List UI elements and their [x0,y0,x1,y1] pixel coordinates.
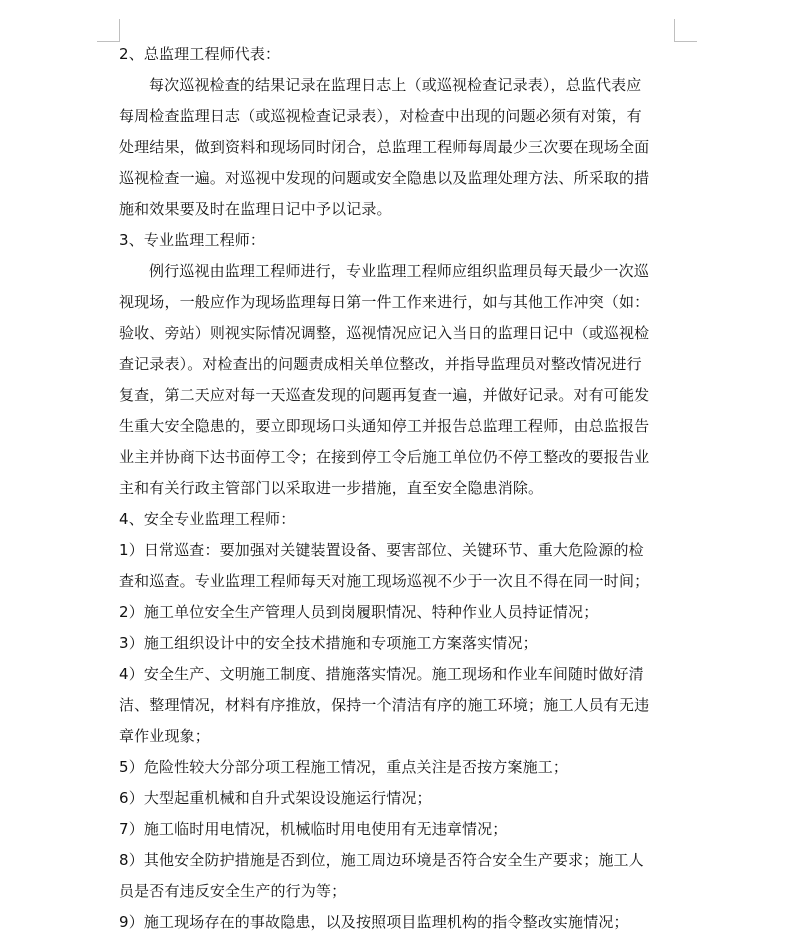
paragraph-line: 验收、旁站）则视实际情况调整，巡视情况应记入当日的监理日记中（或巡视检 [119,324,650,342]
document-body [119,39,679,938]
section-heading: 2、总监理工程师代表： [119,45,281,63]
list-item-line: 3）施工组织设计中的安全技术措施和专项施工方案落实情况； [119,634,538,652]
paragraph-line: 巡视检查一遍。对巡视中发现的问题或安全隐患以及监理处理方法、所采取的措 [119,169,650,187]
paragraph-line: 主和有关行政主管部门以采取进一步措施，直至安全隐患消除。 [119,479,544,497]
paragraph-line: 业主并协商下达书面停工令；在接到停工令后施工单位仍不停工整改的要报告业 [119,448,650,466]
paragraph-line: 施和效果要及时在监理日记中予以记录。 [119,200,392,218]
section-heading: 3、专业监理工程师： [119,231,266,249]
paragraph-line: 视现场，一般应作为现场监理每日第一件工作来进行，如与其他工作冲突（如： [119,293,650,311]
list-item-line: 2）施工单位安全生产管理人员到岗履职情况、特种作业人员持证情况； [119,603,599,621]
list-item-line: 4）安全生产、文明施工制度、措施落实情况。施工现场和作业车间随时做好清 [119,665,644,683]
page-corner-mark-top-left [97,19,120,42]
list-item-line: 6）大型起重机械和自升式架设设施运行情况； [119,789,432,807]
list-item-line: 员是否有违反安全生产的行为等； [119,882,347,900]
list-item-line: 洁、整理情况，材料有序推放，保持一个清洁有序的施工环境；施工人员有无违 [119,696,650,714]
section-heading: 4、安全专业监理工程师： [119,510,296,528]
list-item-line: 5）危险性较大分部分项工程施工情况，重点关注是否按方案施工； [119,758,569,776]
list-item-line: 9）施工现场存在的事故隐患，以及按照项目监理机构的指令整改实施情况； [119,913,629,931]
paragraph-line: 处理结果，做到资料和现场同时闭合，总监理工程师每周最少三次要在现场全面 [119,138,650,156]
paragraph-line: 生重大安全隐患的，要立即现场口头通知停工并报告总监理工程师，由总监报告 [119,417,650,435]
paragraph-line: 查记录表）。对检查出的问题责成相关单位整改，并指导监理员对整改情况进行 [119,355,642,373]
list-item-line: 8）其他安全防护措施是否到位，施工周边环境是否符合安全生产要求；施工人 [119,851,644,869]
paragraph-line: 复查，第二天应对每一天巡查发现的问题再复查一遍，并做好记录。对有可能发 [119,386,650,404]
list-item-line: 查和巡查。专业监理工程师每天对施工现场巡视不少于一次且不得在同一时间； [119,572,650,590]
paragraph-line: 例行巡视由监理工程师进行，专业监理工程师应组织监理员每天最少一次巡 [149,262,649,280]
list-item-line: 7）施工临时用电情况，机械临时用电使用有无违章情况； [119,820,508,838]
paragraph-line: 每周检查监理日志（或巡视检查记录表），对检查中出现的问题必须有对策，有 [119,107,642,125]
paragraph-line: 每次巡视检查的结果记录在监理日志上（或巡视检查记录表），总监代表应 [149,76,642,94]
list-item-line: 1）日常巡查：要加强对关键装置设备、要害部位、关键环节、重大危险源的检 [119,541,644,559]
list-item-line: 章作业现象； [119,727,210,745]
